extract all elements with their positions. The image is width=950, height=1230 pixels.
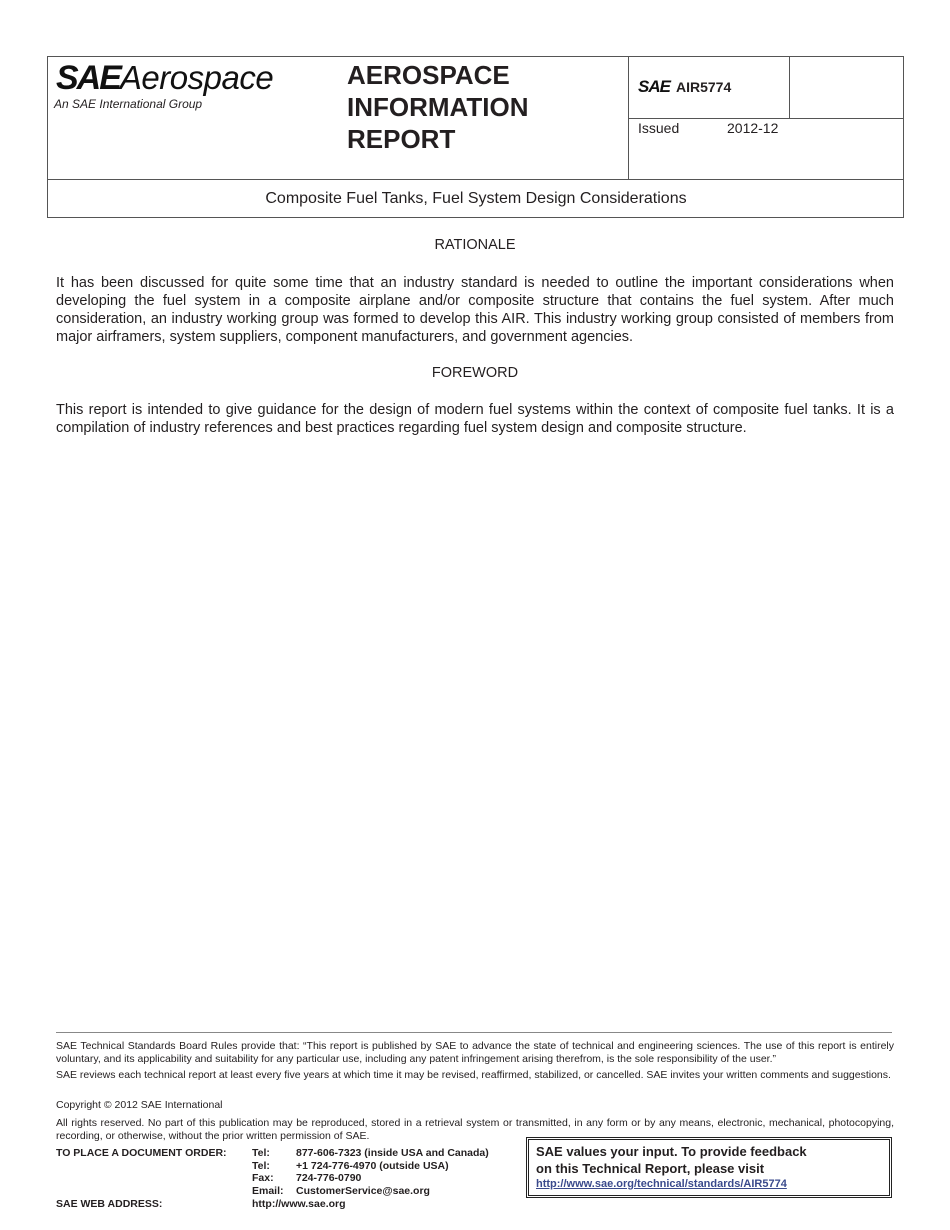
feedback-line: on this Technical Report, please visit xyxy=(536,1161,765,1176)
footer-divider xyxy=(56,1032,892,1033)
contact-row xyxy=(252,1160,449,1173)
feedback-line: SAE values your input. To provide feedback xyxy=(536,1144,807,1159)
logo-aerospace-wordmark: Aerospace xyxy=(119,59,274,96)
standards-board-rules: SAE Technical Standards Board Rules provide that: “This report is published by SAE to advance the state of technical and engineering sciences. The use of this report is entirely voluntary, and its applicability and suitability for any particular use, including any patent infringement arising therefrom, is the sole responsibility of the user.” xyxy=(56,1040,894,1065)
feedback-link[interactable]: http://www.sae.org/technical/standards/AIR5774 xyxy=(536,1178,787,1190)
rationale-heading: RATIONALE xyxy=(434,237,516,253)
report-type xyxy=(347,59,627,155)
contact-key: Tel: xyxy=(252,1159,270,1172)
email-link[interactable]: CustomerService@sae.org xyxy=(296,1184,430,1197)
contact-row xyxy=(252,1198,346,1211)
contact-key: Fax: xyxy=(252,1172,274,1184)
web-address-label: SAE WEB ADDRESS: xyxy=(56,1198,163,1210)
contact-row xyxy=(252,1172,361,1185)
cell-divider xyxy=(789,57,790,118)
logo-sae-wordmark: SAE xyxy=(56,59,120,97)
header-table xyxy=(47,56,904,218)
document-title: Composite Fuel Tanks, Fuel System Design Considerations xyxy=(265,190,687,207)
report-type-line: AEROSPACE xyxy=(347,60,510,90)
logo-subtitle: An SAE International Group xyxy=(54,97,203,111)
contact-key: Email: xyxy=(252,1184,284,1197)
contact-row xyxy=(252,1185,430,1198)
issued-date: 2012-12 xyxy=(727,120,779,136)
contact-row xyxy=(252,1147,489,1160)
cell-divider xyxy=(48,179,904,180)
contact-value[interactable]: 877-606-7323 (inside USA and Canada) xyxy=(296,1147,489,1159)
report-type-line: INFORMATION xyxy=(347,92,529,122)
foreword-heading: FOREWORD xyxy=(431,365,519,381)
issued-label: Issued xyxy=(638,120,680,136)
contact-key: Tel: xyxy=(252,1147,270,1159)
order-label: TO PLACE A DOCUMENT ORDER: xyxy=(56,1147,227,1159)
sae-aerospace-logo xyxy=(48,57,338,179)
review-notice: SAE reviews each technical report at least every five years at which time it may be revised, reaffirmed, stabilized, or cancelled. SAE invites your written comments and suggestions. xyxy=(56,1069,891,1081)
contact-value: 724-776-0790 xyxy=(296,1172,362,1184)
cell-divider xyxy=(628,118,904,119)
web-address-link[interactable]: http://www.sae.org xyxy=(252,1198,346,1210)
document-number-text: AIR5774 xyxy=(675,79,732,95)
report-type-line: REPORT xyxy=(347,124,456,154)
copyright: Copyright © 2012 SAE International xyxy=(56,1099,223,1111)
contact-value[interactable]: +1 724-776-4970 (outside USA) xyxy=(296,1159,449,1172)
document-number xyxy=(638,77,731,97)
foreword-text: This report is intended to give guidance for the design of modern fuel systems within the context of composite fuel tanks. It is a compilation of industry references and best practices regarding fuel system design and composite structure. xyxy=(56,402,894,436)
rationale-text: It has been discussed for quite some time that an industry standard is needed to outline the important considerations when developing the fuel system in a composite airplane and/or composite structure that contains the fuel system. After much consideration, an industry working group was formed to develop this AIR. This industry working group consisted of members from major airframers, system suppliers, component manufacturers, and government agencies. xyxy=(56,275,894,345)
feedback-box xyxy=(526,1137,892,1198)
rights-notice: All rights reserved. No part of this publication may be reproduced, stored in a retrieval system or transmitted, in any form or by any means, electronic, mechanical, photocopying, recording, or otherwise, without the prior written permission of SAE. xyxy=(56,1117,894,1142)
sae-mini-logo: SAE xyxy=(638,77,670,96)
